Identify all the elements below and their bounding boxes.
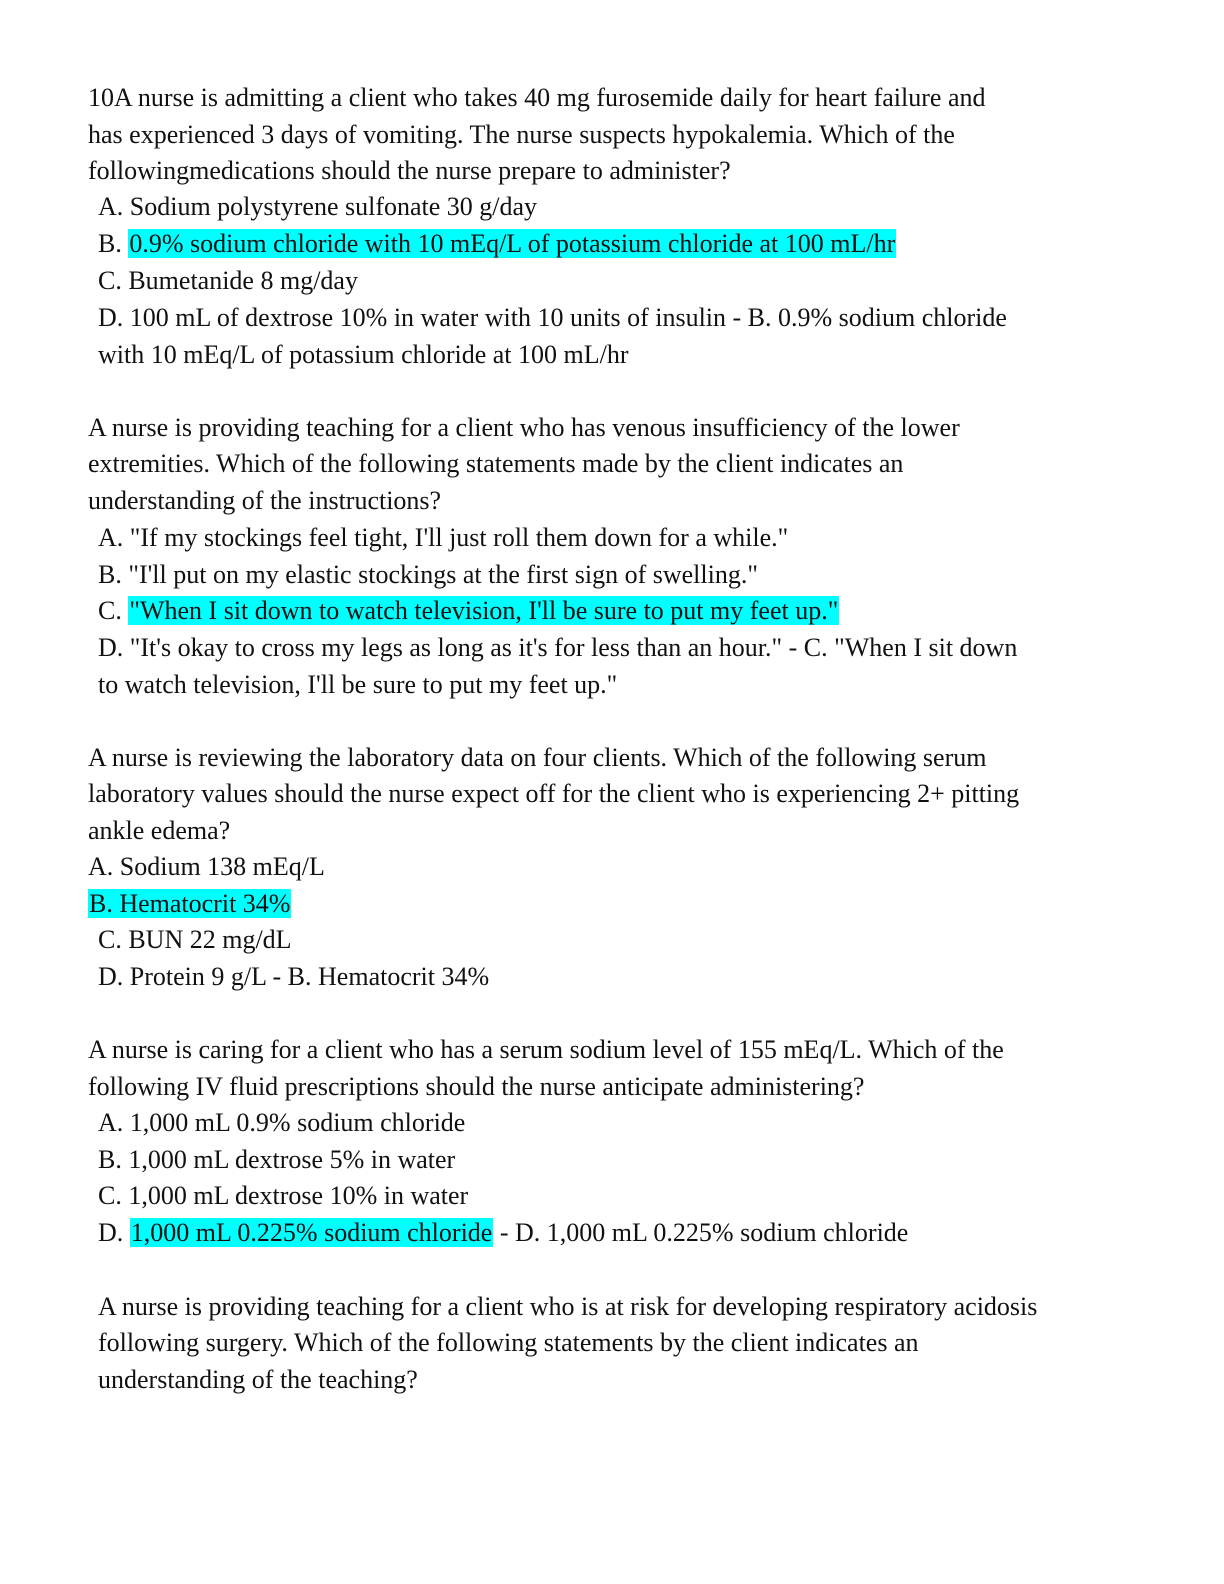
q4-stem-line-2: following IV fluid prescriptions should the nurse anticipate administering? (88, 1072, 865, 1101)
q2-stem-line-1: A nurse is providing teaching for a client who has venous insufficiency of the lower (88, 413, 960, 442)
q1-stem-line-3: followingmedications should the nurse prepare to administer? (88, 156, 731, 185)
q2-option-b: B. "I'll put on my elastic stockings at the first sign of swelling." (98, 560, 758, 589)
q3-option-b (88, 889, 291, 919)
q2-stem-line-2: extremities. Which of the following statements made by the client indicates an (88, 449, 904, 478)
q5-stem-line-1: A nurse is providing teaching for a client who is at risk for developing respiratory acidosis (98, 1292, 1038, 1321)
q3-stem-line-3: ankle edema? (88, 816, 231, 845)
q3-stem-line-2: laboratory values should the nurse expect off for the client who is experiencing 2+ pitting (88, 779, 1020, 808)
q4-option-c: C. 1,000 mL dextrose 10% in water (98, 1181, 469, 1210)
q2-option-a: A. "If my stockings feel tight, I'll just roll them down for a while." (98, 523, 789, 552)
q1-option-c: C. Bumetanide 8 mg/day (98, 266, 358, 295)
q5-stem-line-3: understanding of the teaching? (98, 1365, 418, 1394)
q1-option-a: A. Sodium polystyrene sulfonate 30 g/day (98, 192, 538, 221)
q3-stem-line-1: A nurse is reviewing the laboratory data on four clients. Which of the following serum (88, 743, 987, 772)
q3-option-b-highlighted-answer: B. Hematocrit 34% (89, 889, 291, 918)
q1-stem-line-1: 10A nurse is admitting a client who takes 40 mg furosemide daily for heart failure and (88, 83, 986, 112)
q2-option-c (98, 596, 839, 626)
q4-option-d-highlighted-answer: 1,000 mL 0.225% sodium chloride (130, 1218, 493, 1247)
q1-stem-line-2: has experienced 3 days of vomiting. The nurse suspects hypokalemia. Which of the (88, 120, 955, 149)
q3-option-c: C. BUN 22 mg/dL (98, 925, 292, 954)
q4-option-a: A. 1,000 mL 0.9% sodium chloride (98, 1108, 466, 1137)
q1-option-d-line-2: with 10 mEq/L of potassium chloride at 100 mL/hr (98, 340, 629, 369)
q4-option-d-prefix: D. (98, 1218, 130, 1247)
q4-stem-line-1: A nurse is caring for a client who has a serum sodium level of 155 mEq/L. Which of the (88, 1035, 1004, 1064)
q4-option-d-answer-key: - D. 1,000 mL 0.225% sodium chloride (493, 1218, 909, 1247)
q1-option-d-line-1: D. 100 mL of dextrose 10% in water with 10 units of insulin - B. 0.9% sodium chloride (98, 303, 1007, 332)
q2-option-d-line-1: D. "It's okay to cross my legs as long as it's for less than an hour." - C. "When I sit down (98, 633, 1018, 662)
q1-option-b-prefix: B. (98, 229, 129, 258)
q1-option-b (98, 229, 896, 259)
q3-option-d: D. Protein 9 g/L - B. Hematocrit 34% (98, 962, 490, 991)
q5-stem-line-2: following surgery. Which of the following statements by the client indicates an (98, 1328, 919, 1357)
q1-option-b-highlighted-answer: 0.9% sodium chloride with 10 mEq/L of potassium chloride at 100 mL/hr (129, 229, 896, 258)
q2-option-c-highlighted-answer: "When I sit down to watch television, I'll be sure to put my feet up." (129, 596, 839, 625)
q4-option-b: B. 1,000 mL dextrose 5% in water (98, 1145, 456, 1174)
q3-option-a: A. Sodium 138 mEq/L (88, 852, 325, 881)
q2-stem-line-3: understanding of the instructions? (88, 486, 442, 515)
q4-option-d (98, 1218, 908, 1248)
q2-option-d-line-2: to watch television, I'll be sure to put my feet up." (98, 670, 618, 699)
q2-option-c-prefix: C. (98, 596, 129, 625)
